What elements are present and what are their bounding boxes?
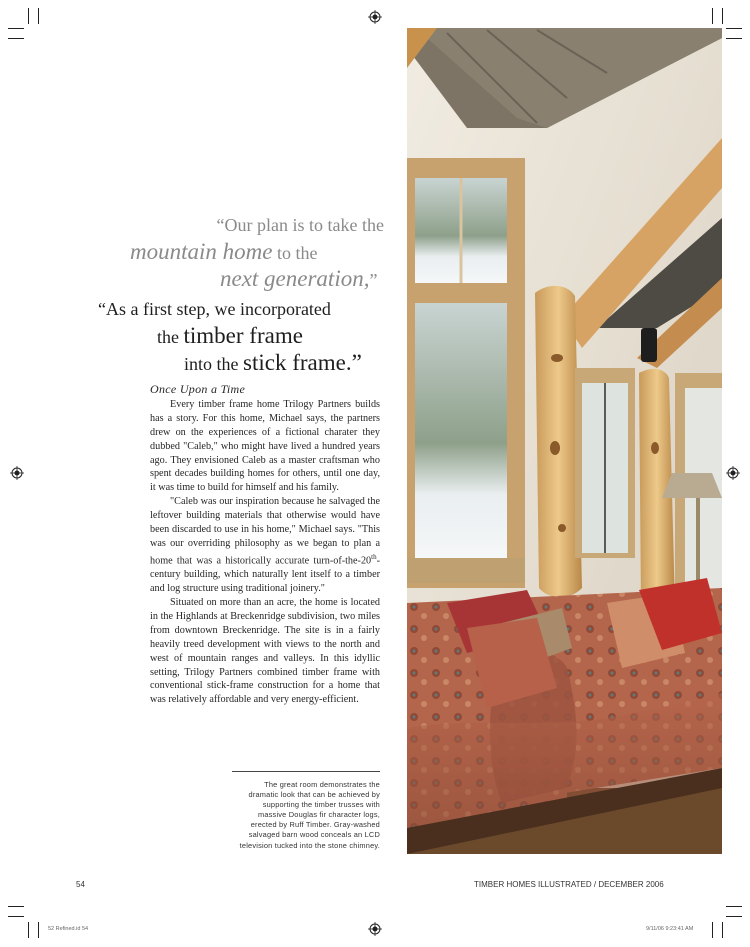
crop-mark	[726, 916, 742, 917]
printer-slug-right: 9/11/06 9:23:41 AM	[646, 926, 694, 932]
pull-quote-emphasis: timber frame	[183, 323, 303, 348]
crop-mark	[726, 38, 742, 39]
pull-quote-line	[80, 267, 410, 294]
printer-slug-left: 52 Refined.id 54	[48, 926, 89, 932]
pull-quote-line	[80, 351, 410, 378]
photo-caption: The great room demonstrates the dramatic look that can be achieved by supporting the timber trusses with massive Douglas fir character logs, erected by Ruff Timber. Gray-washed salvaged barn wood conceals an LCD television tucked into the stone chimney.	[232, 771, 380, 851]
pull-quote-text: to the	[272, 243, 318, 263]
crop-mark	[8, 906, 24, 907]
crop-mark	[38, 922, 39, 938]
crop-mark	[28, 8, 29, 24]
article-paragraph	[150, 495, 380, 596]
pull-quote-text: into the	[184, 354, 243, 374]
registration-mark-icon	[368, 10, 382, 24]
registration-mark-icon	[368, 922, 382, 936]
article-subhead: Once Upon a Time	[150, 382, 246, 396]
crop-mark	[28, 922, 29, 938]
crop-mark	[722, 922, 723, 938]
page-number: 54	[76, 880, 85, 889]
ordinal-superscript: th	[371, 552, 377, 561]
pull-quote-line	[80, 240, 410, 267]
magazine-footer: TIMBER HOMES ILLUSTRATED / DECEMBER 2006	[474, 880, 664, 889]
article-paragraph-text: "Caleb was our inspiration because he salvaged the leftover building materials that otherwise would have been discarded to use in his home," Michael says. "This was our overriding philosophy as we began to plan a home that was a historically accurate turn-of-the-20	[150, 496, 380, 567]
pull-quote-line	[80, 212, 410, 240]
article-paragraph-text: -century building, which naturally lent itself to a timber and log structure using traditional joinery."	[150, 555, 380, 595]
pull-quote-line	[80, 296, 410, 324]
pull-quote	[80, 212, 410, 378]
pull-quote-line	[80, 324, 410, 351]
pull-quote-text: ”	[369, 270, 378, 290]
great-room-photo	[407, 28, 722, 854]
pull-quote-text: “As a first step, we incorporated	[98, 299, 331, 319]
pull-quote-text: ”	[351, 350, 362, 375]
registration-mark-icon	[726, 466, 740, 480]
crop-mark	[8, 916, 24, 917]
crop-mark	[726, 906, 742, 907]
crop-mark	[726, 28, 742, 29]
article-body	[150, 383, 380, 707]
pull-quote-text: the	[157, 327, 184, 347]
article-paragraph: Every timber frame home Trilogy Partners builds has a story. For this home, Michael says, the partners drew on the experiences of a fictional charater they dubbed "Caleb," who might have lived a hundred years ago. They envisioned Caleb as a master craftsman who spent decades building homes for others, until one day, it was time to build for himself and his family.	[150, 398, 380, 494]
article-paragraph: Situated on more than an acre, the home is located in the Highlands at Breckenridge subdivision, two miles from downtown Breckenridge. The site is in a fairly heavily treed development with views to the north and west of mountain ranges and valleys. In this idyllic setting, Trilogy Partners combined timber frame with conventional stick-frame construction for a home that was relatively affordable and very energy-efficient.	[150, 596, 380, 706]
pull-quote-emphasis: next generation,	[220, 266, 370, 291]
pull-quote-emphasis: mountain home	[130, 239, 273, 264]
crop-mark	[8, 28, 24, 29]
crop-mark	[712, 922, 713, 938]
pull-quote-emphasis: stick frame.	[243, 350, 352, 375]
crop-mark	[722, 8, 723, 24]
crop-mark	[38, 8, 39, 24]
pull-quote-text: “Our plan is to take the	[216, 215, 384, 235]
crop-mark	[712, 8, 713, 24]
registration-mark-icon	[10, 466, 24, 480]
crop-mark	[8, 38, 24, 39]
